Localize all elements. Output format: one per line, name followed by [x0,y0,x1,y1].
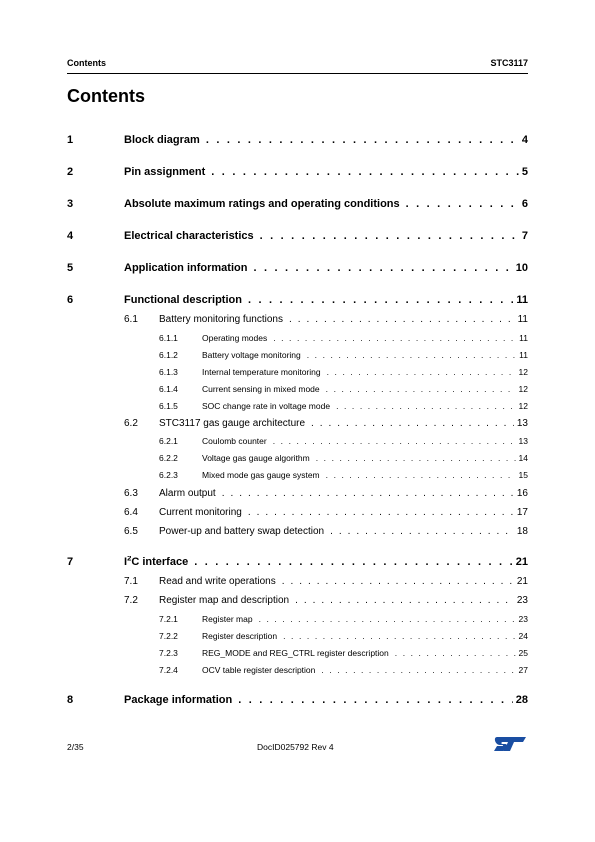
toc-page: 12 [518,401,528,411]
toc-label: Battery monitoring functions [159,314,283,325]
toc-entry-7-2-3[interactable] [67,648,528,660]
toc-label: $I^2C$ interface [124,556,189,568]
toc-number: 6.1 [124,314,138,325]
toc-page: 4 [521,134,528,146]
toc-page: 21 [516,576,528,587]
toc-number: 6.1.5 [159,401,178,411]
toc-label: Package information [124,694,233,706]
toc-label: STC3117 gas gauge architecture [159,418,306,429]
toc-number: 6.1.3 [159,367,178,377]
toc-entry-6-2[interactable] [67,418,528,432]
dot-leader [311,418,514,429]
toc-label: Power-up and battery swap detection [159,526,325,537]
toc-number: 7.2.2 [159,631,178,641]
toc-page: 5 [521,166,528,178]
dot-leader [282,576,514,587]
dot-leader [307,350,516,360]
toc-page: 11 [519,350,528,360]
st-logo-icon [493,736,527,752]
table-of-contents [67,0,528,842]
toc-page: 10 [515,262,528,274]
toc-label: Alarm output [159,488,216,499]
toc-entry-6-1-1[interactable] [67,333,528,345]
toc-number: 6.1.1 [159,333,178,343]
header-product: STC3117 [490,58,528,68]
dot-leader [321,665,515,675]
dot-leader [316,453,516,463]
toc-number: 6.4 [124,507,138,518]
dot-leader [238,694,513,706]
toc-entry-7-2[interactable] [67,595,528,609]
toc-page: 11 [519,333,528,343]
toc-entry-7-2-4[interactable] [67,665,528,677]
toc-label: Application information [124,262,248,274]
dot-leader [253,262,512,274]
toc-number: 6.2 [124,418,138,429]
toc-page: 15 [518,470,528,480]
toc-entry-1[interactable] [67,134,528,150]
toc-number: 6.2.1 [159,436,178,446]
dot-leader [206,134,519,146]
dot-leader [194,556,513,568]
toc-page: 7 [521,230,528,242]
toc-label: Absolute maximum ratings and operating conditions [124,198,400,210]
page-title: Contents [67,86,145,106]
dot-leader [273,333,516,343]
toc-number: 4 [67,230,74,242]
toc-entry-6-3[interactable] [67,488,528,502]
toc-number: 6.5 [124,526,138,537]
toc-page: 17 [516,507,528,518]
toc-entry-5[interactable] [67,262,528,278]
dot-leader [295,595,514,606]
toc-number: 6 [67,294,74,306]
footer-doc-id: DocID025792 Rev 4 [257,742,334,752]
toc-label: Mixed mode gas gauge system [202,470,320,480]
dot-leader [248,294,513,306]
dot-leader [395,648,516,658]
toc-entry-6-2-2[interactable] [67,453,528,465]
toc-number: 7.2.1 [159,614,178,624]
dot-leader [283,631,515,641]
toc-label: REG_MODE and REG_CTRL register description [202,648,389,658]
toc-page: 21 [515,556,528,568]
toc-entry-2[interactable] [67,166,528,182]
toc-page: 11 [516,294,528,306]
toc-entry-6-2-3[interactable] [67,470,528,482]
toc-entry-6-1-2[interactable] [67,350,528,362]
toc-number: 6.2.2 [159,453,178,463]
toc-entry-6-1-5[interactable] [67,401,528,413]
toc-label: SOC change rate in voltage mode [202,401,331,411]
toc-label: Voltage gas gauge algorithm [202,453,310,463]
dot-leader [260,230,519,242]
toc-label: Electrical characteristics [124,230,254,242]
toc-entry-6-1[interactable] [67,314,528,328]
toc-label: Functional description [124,294,242,306]
toc-number: 6.3 [124,488,138,499]
toc-label: Register map and description [159,595,290,606]
toc-entry-7[interactable] [67,556,528,572]
footer-page-number: 2/35 [67,742,84,752]
toc-number: 8 [67,694,74,706]
dot-leader [330,526,514,537]
toc-page: 12 [518,367,528,377]
toc-page: 28 [515,694,528,706]
toc-entry-7-1[interactable] [67,576,528,590]
toc-label: Pin assignment [124,166,206,178]
toc-entry-6-4[interactable] [67,507,528,521]
dot-leader [336,401,515,411]
toc-label: Block diagram [124,134,200,146]
toc-entry-7-2-1[interactable] [67,614,528,626]
toc-page: 13 [518,436,528,446]
dot-leader [289,314,515,325]
toc-entry-3[interactable] [67,198,528,214]
toc-number: 7.2.4 [159,665,178,675]
toc-label: Read and write operations [159,576,276,587]
toc-page: 23 [518,614,528,624]
toc-page: 25 [518,648,528,658]
toc-label: Operating modes [202,333,268,343]
toc-label: Battery voltage monitoring [202,350,301,360]
toc-entry-6-5[interactable] [67,526,528,540]
toc-entry-7-2-2[interactable] [67,631,528,643]
dot-leader [326,384,516,394]
toc-number: 7.2 [124,595,138,606]
toc-entry-6-2-1[interactable] [67,436,528,448]
toc-page: 18 [516,526,528,537]
toc-label: Register description [202,631,278,641]
toc-page: 6 [521,198,528,210]
toc-number: 6.1.4 [159,384,178,394]
toc-number: 5 [67,262,74,274]
toc-label: OCV table register description [202,665,316,675]
toc-number: 7.1 [124,576,138,587]
toc-number: 7 [67,556,74,568]
dot-leader [406,198,519,210]
toc-number: 7.2.3 [159,648,178,658]
toc-entry-8[interactable] [67,694,528,710]
toc-entry-6-1-4[interactable] [67,384,528,396]
dot-leader [273,436,516,446]
toc-label: Internal temperature monitoring [202,367,321,377]
dot-leader [259,614,516,624]
dot-leader [211,166,519,178]
dot-leader [248,507,514,518]
toc-number: 2 [67,166,74,178]
dot-leader [327,367,516,377]
toc-number: 1 [67,134,74,146]
header-section: Contents [67,58,106,68]
toc-entry-4[interactable] [67,230,528,246]
dot-leader [222,488,514,499]
toc-label: Register map [202,614,253,624]
toc-entry-6-1-3[interactable] [67,367,528,379]
toc-label: Current monitoring [159,507,242,518]
toc-page: 16 [516,488,528,499]
toc-label: Current sensing in mixed mode [202,384,320,394]
toc-page: 13 [516,418,528,429]
toc-label: Coulomb counter [202,436,267,446]
toc-page: 11 [517,314,528,325]
toc-page: 14 [518,453,528,463]
toc-entry-6[interactable] [67,294,528,310]
toc-page: 27 [518,665,528,675]
toc-number: 6.2.3 [159,470,178,480]
toc-number: 3 [67,198,74,210]
toc-page: 23 [516,595,528,606]
toc-page: 12 [518,384,528,394]
dot-leader [326,470,516,480]
toc-number: 6.1.2 [159,350,178,360]
toc-page: 24 [518,631,528,641]
